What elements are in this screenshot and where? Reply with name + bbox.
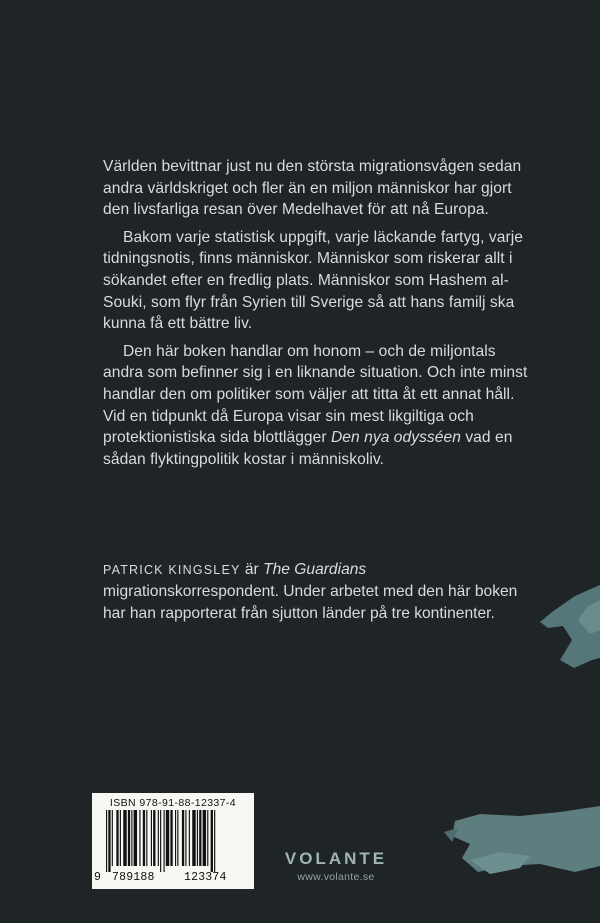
barcode-bar (164, 810, 165, 872)
blurb-text (103, 156, 528, 476)
barcode-bar (182, 810, 184, 866)
barcode-bar (128, 810, 130, 866)
blurb-paragraph-3 (103, 341, 528, 471)
isbn-barcode (92, 793, 254, 889)
barcode-bar (134, 810, 137, 866)
barcode-bar (175, 810, 176, 866)
barcode-bar (123, 810, 126, 866)
barcode-bar (203, 810, 206, 866)
barcode-bar (211, 810, 213, 872)
barcode-bar (207, 810, 208, 866)
author-name: PATRICK KINGSLEY (103, 563, 241, 577)
blurb-paragraph-1: Världen bevittnar just nu den största migrationsvågen sedan andra världskriget och fler än en miljon människor har gjort den livsfarliga resan över Medelhavet för att nå Europa. (103, 158, 522, 219)
barcode-bar (143, 810, 145, 866)
barcode-bar (108, 810, 110, 872)
barcode-bar (120, 810, 121, 866)
book-title: Den nya odysséen (330, 429, 461, 447)
publisher-name: VOLANTE (284, 849, 388, 868)
barcode-digit-first: 9 (94, 871, 102, 884)
barcode-bar (192, 810, 195, 866)
barcode-bar (106, 810, 107, 872)
newspaper-name: The Guardians (263, 561, 367, 578)
barcode-bar (189, 810, 190, 866)
barcode-bar (151, 810, 152, 866)
barcode-bars (98, 810, 248, 874)
barcode-bar (112, 810, 113, 866)
barcode-digits-right: 123374 (184, 871, 227, 884)
publisher-url: www.volante.se (297, 871, 375, 883)
barcode-bar (199, 810, 201, 866)
barcode-bar (146, 810, 147, 866)
barcode-bar (160, 810, 161, 872)
barcode-bar (214, 810, 215, 872)
author-bio-text-1: är (240, 561, 264, 578)
barcode-bar (153, 810, 155, 866)
barcode-bar (197, 810, 198, 866)
barcode-bar (158, 810, 159, 866)
barcode-bar (170, 810, 172, 866)
barcode-digits-left: 789188 (112, 871, 155, 884)
barcode-bar (116, 810, 118, 866)
blurb-paragraph-2: Bakom varje statistisk uppgift, varje läckande fartyg, varje tidningsnotis, finns människor. Människor som riskerar allt i sökandet efter en fredlig plats. Människor som Hashem al-Souki, som flyr från Syrien till Sverige så att hans familj ska kunna få ett bättre liv. (103, 228, 523, 333)
barcode-bar (131, 810, 132, 866)
barcode-bar (139, 810, 140, 866)
author-bio (103, 559, 533, 625)
blurb-paragraph-3-end: vad en sådan flyktingpolitik kostar i människoliv. (103, 429, 513, 468)
blurb-paragraph-3-start: Den här boken handlar om honom – och de miljontals andra som befinner sig i en liknande situation. Och inte minst handlar den om politiker som väljer att titta åt ett annat håll. Vid en tidpunkt då Europa visar sin mest likgiltiga och protektionistiska sida blottlägger (103, 342, 528, 447)
barcode-bar (177, 810, 178, 866)
author-bio-text-2: migrationskorrespondent. Under arbetet med den här boken har han rapporterat från sjutton länder på tre kontinenter. (103, 583, 518, 622)
publisher-imprint (266, 849, 406, 883)
isbn-number: ISBN 978-91-88-12337-4 (109, 797, 237, 809)
barcode-bar (166, 810, 169, 866)
barcode-bar (185, 810, 186, 866)
